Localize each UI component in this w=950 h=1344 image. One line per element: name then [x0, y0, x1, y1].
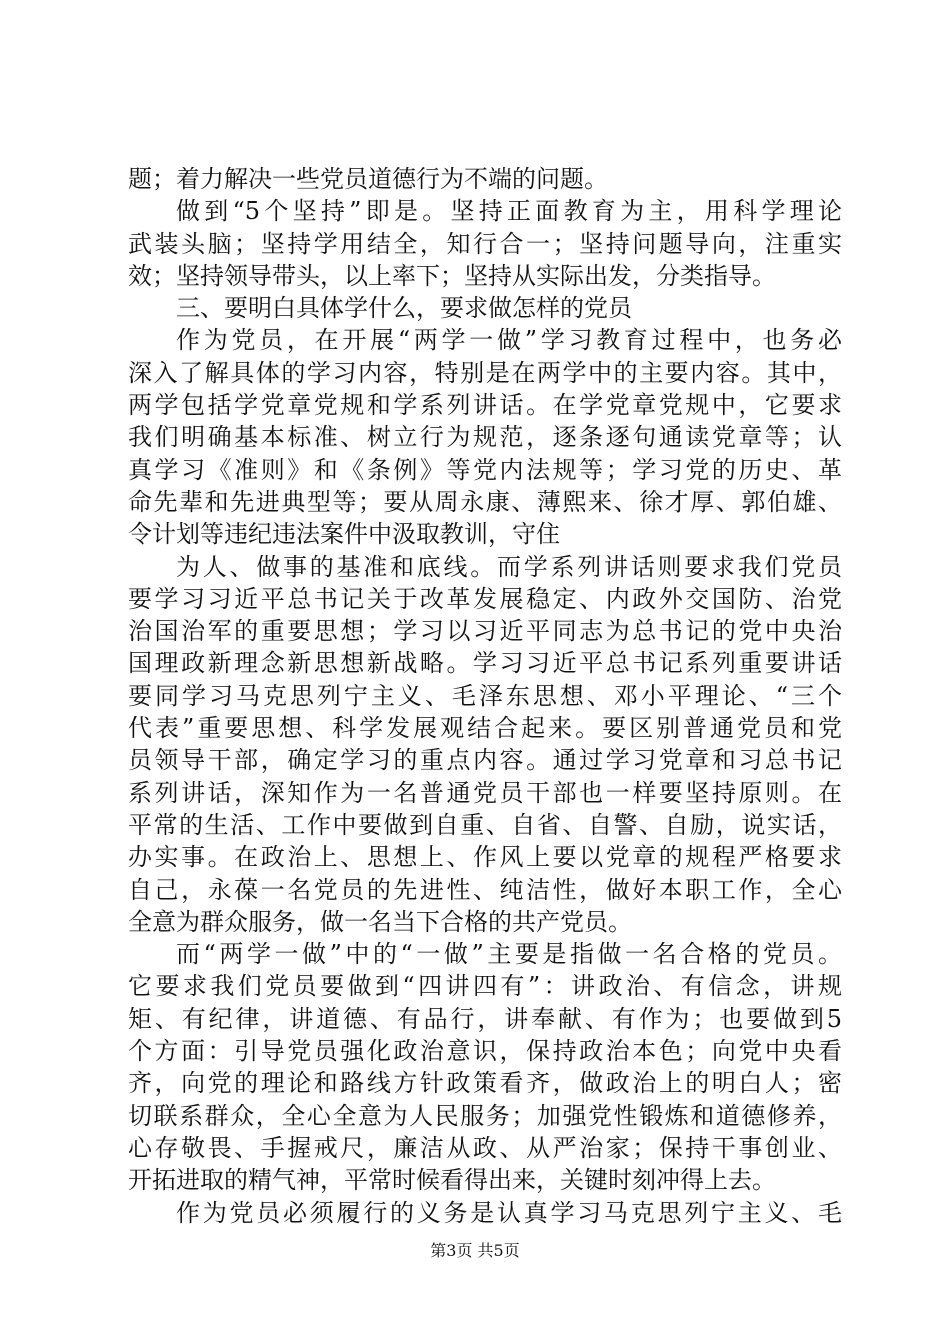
text-line: 武装头脑；坚持学用结全，知行合一；坚持问题导向，注重实	[128, 229, 842, 258]
text-line: 要同学习马克思列宁主义、毛泽东思想、邓小平理论、“三个	[128, 681, 842, 710]
text-line: 深入了解具体的学习内容，特别是在两学中的主要内容。其中，	[128, 358, 842, 387]
text-line: 作为党员必须履行的义务是认真学习马克思列宁主义、毛	[176, 1198, 842, 1227]
text-line: 个方面：引导党员强化政治意识，保持政治本色；向党中央看	[128, 1037, 842, 1066]
text-line: 题；着力解决一些党员道德行为不端的问题。	[128, 165, 608, 193]
text-line: 国理政新理念新思想新战略。学习习近平总书记系列重要讲话	[128, 649, 842, 678]
text-line: 我们明确基本标准、树立行为规范，逐条逐句通读党章等；认	[128, 423, 842, 452]
text-line: 员领导干部，确定学习的重点内容。通过学习党章和习总书记	[128, 746, 842, 775]
text-line: 而“两学一做”中的“一做”主要是指做一名合格的党员。	[176, 940, 842, 969]
text-line: 开拓进取的精气神，平常时候看得出来，关键时刻冲得上去。	[128, 1166, 776, 1195]
text-line: 做到“5个坚持”即是。坚持正面教育为主，用科学理论	[176, 197, 842, 226]
text-line: 平常的生活、工作中要做到自重、自省、自警、自励，说实话，	[128, 810, 842, 839]
text-line: 心存敬畏、手握戒尺，廉洁从政、从严治家；保持干事创业、	[128, 1133, 842, 1162]
text-line: 治国治军的重要思想；学习以习近平同志为总书记的党中央治	[128, 617, 842, 646]
text-line: 命先辈和先进典型等；要从周永康、薄熙来、徐才厚、郭伯雄、	[128, 487, 842, 516]
page-footer: 第3页 共5页	[430, 1241, 520, 1260]
text-line: 自己，永葆一名党员的先进性、纯洁性，做好本职工作，全心	[128, 875, 842, 904]
text-line: 真学习《准则》和《条例》等党内法规等；学习党的历史、革	[128, 455, 842, 484]
text-line: 令计划等违纪违法案件中汲取教训，守住	[128, 520, 560, 549]
text-line: 代表”重要思想、科学发展观结合起来。要区别普通党员和党	[128, 714, 842, 743]
text-line: 要学习习近平总书记关于改革发展稳定、内政外交国防、治党	[128, 584, 842, 613]
text-line: 矩、有纪律，讲道德、有品行，讲奉献、有作为；也要做到5	[128, 1004, 842, 1033]
text-line: 效；坚持领导带头，以上率下；坚持从实际出发，分类指导。	[128, 261, 776, 290]
text-line: 办实事。在政治上、思想上、作风上要以党章的规程严格要求	[128, 843, 842, 872]
text-line: 系列讲话，深知作为一名普通党员干部也一样要坚持原则。在	[128, 778, 842, 807]
text-line: 作为党员，在开展“两学一做”学习教育过程中，也务必	[176, 326, 842, 355]
text-line: 三、要明白具体学什么，要求做怎样的党员	[176, 294, 632, 323]
text-line: 切联系群众，全心全意为人民服务；加强党性锻炼和道德修养，	[128, 1101, 842, 1130]
text-line: 全意为群众服务，做一名当下合格的共产党员。	[128, 907, 632, 936]
text-line: 齐，向党的理论和路线方针政策看齐，做政治上的明白人；密	[128, 1069, 842, 1098]
text-line: 它要求我们党员要做到“四讲四有”：讲政治、有信念，讲规	[128, 972, 842, 1001]
body-text	[128, 163, 842, 1229]
text-line: 为人、做事的基准和底线。而学系列讲话则要求我们党员	[176, 552, 842, 581]
text-line: 两学包括学党章党规和学系列讲话。在学党章党规中，它要求	[128, 391, 842, 420]
